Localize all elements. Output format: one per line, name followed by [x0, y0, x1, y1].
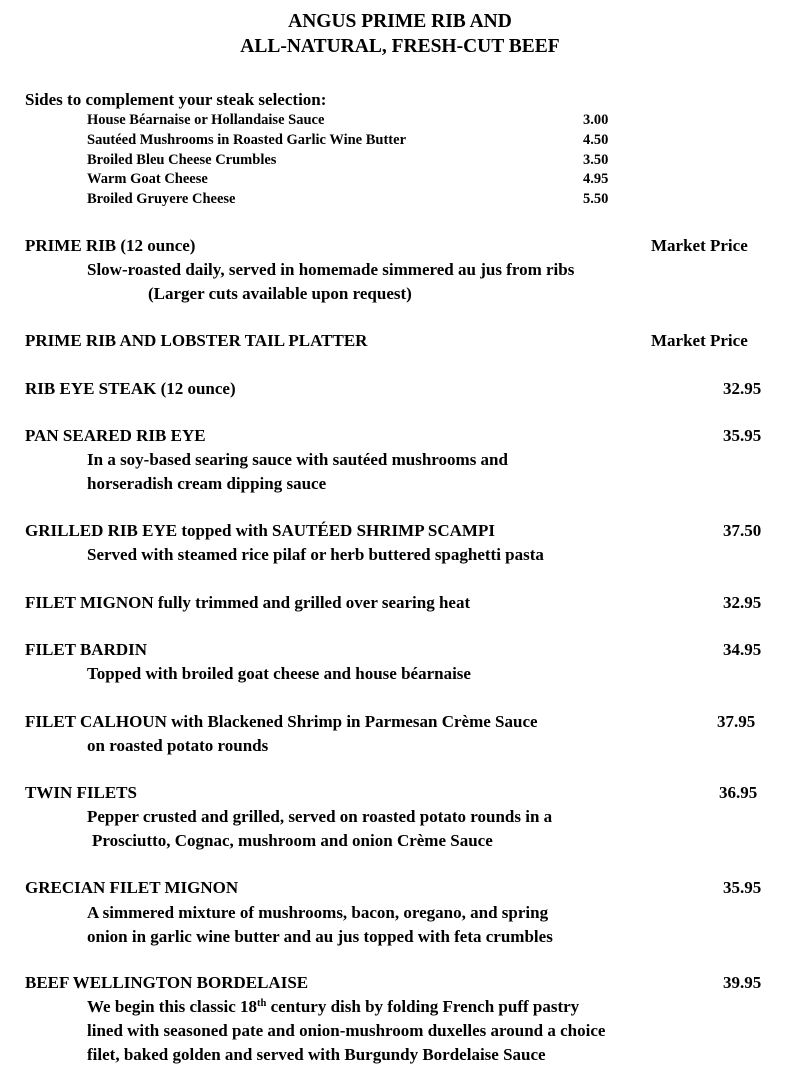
- side-item-price: 4.50: [583, 132, 609, 148]
- side-item-price: 5.50: [583, 191, 609, 207]
- menu-item-name: TWIN FILETS: [25, 783, 137, 802]
- menu-item-description: on roasted potato rounds: [87, 736, 269, 755]
- side-item-price: 4.95: [583, 171, 609, 187]
- menu-item-description: [87, 997, 579, 1017]
- menu-item-name: FILET CALHOUN with Blackened Shrimp in Parmesan Crème Sauce: [25, 712, 538, 731]
- side-item-name: Broiled Bleu Cheese Crumbles: [87, 152, 277, 168]
- side-item-name: House Béarnaise or Hollandaise Sauce: [87, 112, 325, 128]
- side-item-name: Warm Goat Cheese: [87, 171, 208, 187]
- sides-heading: Sides to complement your steak selection:: [25, 90, 327, 109]
- menu-title-line-2: ALL-NATURAL, FRESH-CUT BEEF: [240, 36, 560, 57]
- menu-item-name: FILET BARDIN: [25, 640, 148, 659]
- menu-item-price: 39.95: [723, 973, 762, 992]
- side-item-price: 3.50: [583, 152, 609, 168]
- side-item-name: Sautéed Mushrooms in Roasted Garlic Wine Butter: [87, 132, 407, 148]
- menu-item-description: Slow-roasted daily, served in homemade simmered au jus from ribs: [87, 260, 575, 279]
- menu-item-name: PRIME RIB AND LOBSTER TAIL PLATTER: [25, 331, 368, 350]
- menu-item-description: In a soy-based searing sauce with sautéed mushrooms and: [87, 450, 508, 469]
- menu-item-price: 37.95: [717, 712, 756, 731]
- menu-item-description: horseradish cream dipping sauce: [87, 474, 327, 493]
- menu-item-description: Pepper crusted and grilled, served on roasted potato rounds in a: [87, 807, 553, 826]
- menu-item-price: 32.95: [723, 593, 762, 612]
- menu-title-line-1: ANGUS PRIME RIB AND: [288, 11, 512, 32]
- menu-item-description: A simmered mixture of mushrooms, bacon, oregano, and spring: [87, 903, 549, 922]
- menu-item-description: onion in garlic wine butter and au jus topped with feta crumbles: [87, 927, 553, 946]
- side-item-name: Broiled Gruyere Cheese: [87, 191, 236, 207]
- menu-item-description: Prosciutto, Cognac, mushroom and onion Crème Sauce: [92, 831, 493, 850]
- ordinal-suffix: th: [257, 998, 267, 1009]
- menu-item-price: 34.95: [723, 640, 762, 659]
- menu-item-price: Market Price: [651, 331, 748, 350]
- side-item-price: 3.00: [583, 112, 609, 128]
- menu-item-price: 36.95: [719, 783, 758, 802]
- menu-item-price: 32.95: [723, 379, 762, 398]
- menu-item-description: filet, baked golden and served with Burgundy Bordelaise Sauce: [87, 1045, 546, 1064]
- description-text: century dish by folding French puff pastry: [266, 997, 580, 1016]
- menu-item-description: Topped with broiled goat cheese and house béarnaise: [87, 664, 471, 683]
- menu-item-name: GRECIAN FILET MIGNON: [25, 878, 239, 897]
- menu-item-name: GRILLED RIB EYE topped with SAUTÉED SHRIMP SCAMPI: [25, 521, 495, 540]
- menu-item-price: Market Price: [651, 236, 748, 255]
- menu-item-name: BEEF WELLINGTON BORDELAISE: [25, 973, 309, 992]
- menu-item-description: (Larger cuts available upon request): [148, 284, 412, 303]
- menu-item-name: PAN SEARED RIB EYE: [25, 426, 206, 445]
- menu-item-name: RIB EYE STEAK (12 ounce): [25, 379, 236, 398]
- menu-item-name: FILET MIGNON fully trimmed and grilled over searing heat: [25, 593, 471, 612]
- menu-item-price: 35.95: [723, 426, 762, 445]
- menu-item-name: PRIME RIB (12 ounce): [25, 236, 196, 255]
- menu-item-description: Served with steamed rice pilaf or herb buttered spaghetti pasta: [87, 545, 544, 564]
- menu-item-price: 37.50: [723, 521, 762, 540]
- description-text: We begin this classic 18: [87, 997, 258, 1016]
- menu-item-description: lined with seasoned pate and onion-mushroom duxelles around a choice: [87, 1021, 606, 1040]
- menu-item-price: 35.95: [723, 878, 762, 897]
